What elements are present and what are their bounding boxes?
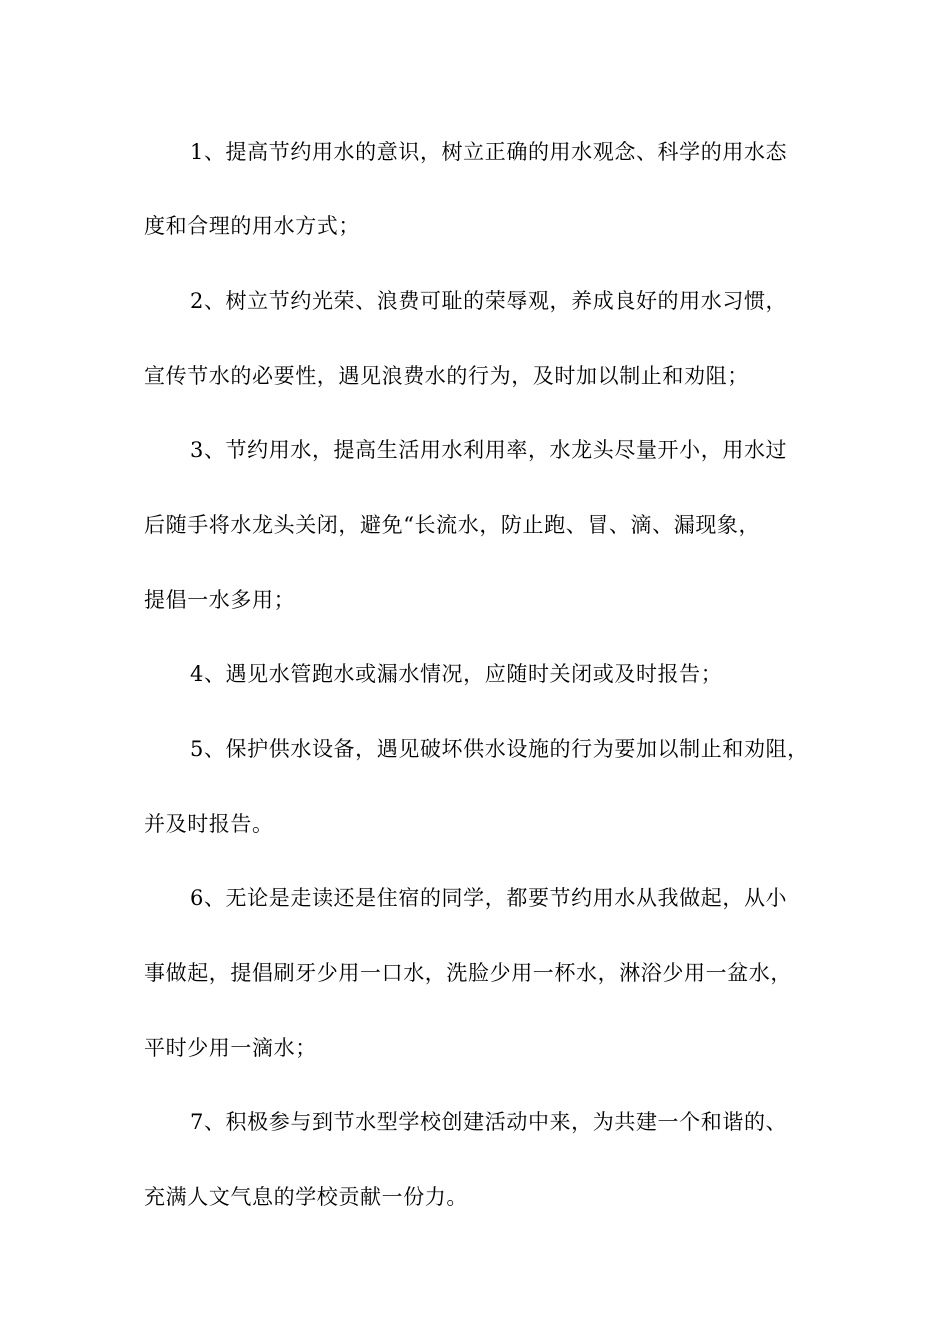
item-7-line-1: 7、积极参与到节水型学校创建活动中来，为共建一个和谐的、 — [190, 1110, 788, 1134]
item-3-line-1: 3、节约用水，提高生活用水利用率，水龙头尽量开小，用水过 — [190, 438, 788, 462]
item-1-line-2: 度和合理的用水方式； — [144, 214, 360, 238]
item-2-line-1: 2、树立节约光荣、浪费可耻的荣辱观，养成良好的用水习惯， — [190, 289, 788, 313]
item-5-line-2: 并及时报告。 — [144, 812, 274, 836]
item-4-line-1: 4、遇见水管跑水或漏水情况，应随时关闭或及时报告； — [190, 662, 723, 686]
item-7-line-2: 充满人文气息的学校贡献一份力。 — [144, 1185, 468, 1209]
item-5-line-1: 5、保护供水设备，遇见破坏供水设施的行为要加以制止和劝阻， — [190, 737, 809, 761]
item-3-line-2: 后随手将水龙头关闭，避免“长流水，防止跑、冒、滴、漏现象， — [144, 513, 761, 537]
item-6-line-3: 平时少用一滴水； — [144, 1036, 317, 1060]
item-6-line-1: 6、无论是走读还是住宿的同学，都要节约用水从我做起，从小 — [190, 886, 788, 910]
item-3-line-3: 提倡一水多用； — [144, 588, 296, 612]
item-2-line-2: 宣传节水的必要性，遇见浪费水的行为，及时加以制止和劝阻； — [144, 364, 749, 388]
item-6-line-2: 事做起，提倡刷牙少用一口水，洗脸少用一杯水，淋浴少用一盆水， — [144, 961, 792, 985]
item-1-line-1: 1、提高节约用水的意识，树立正确的用水观念、科学的用水态 — [190, 140, 788, 164]
